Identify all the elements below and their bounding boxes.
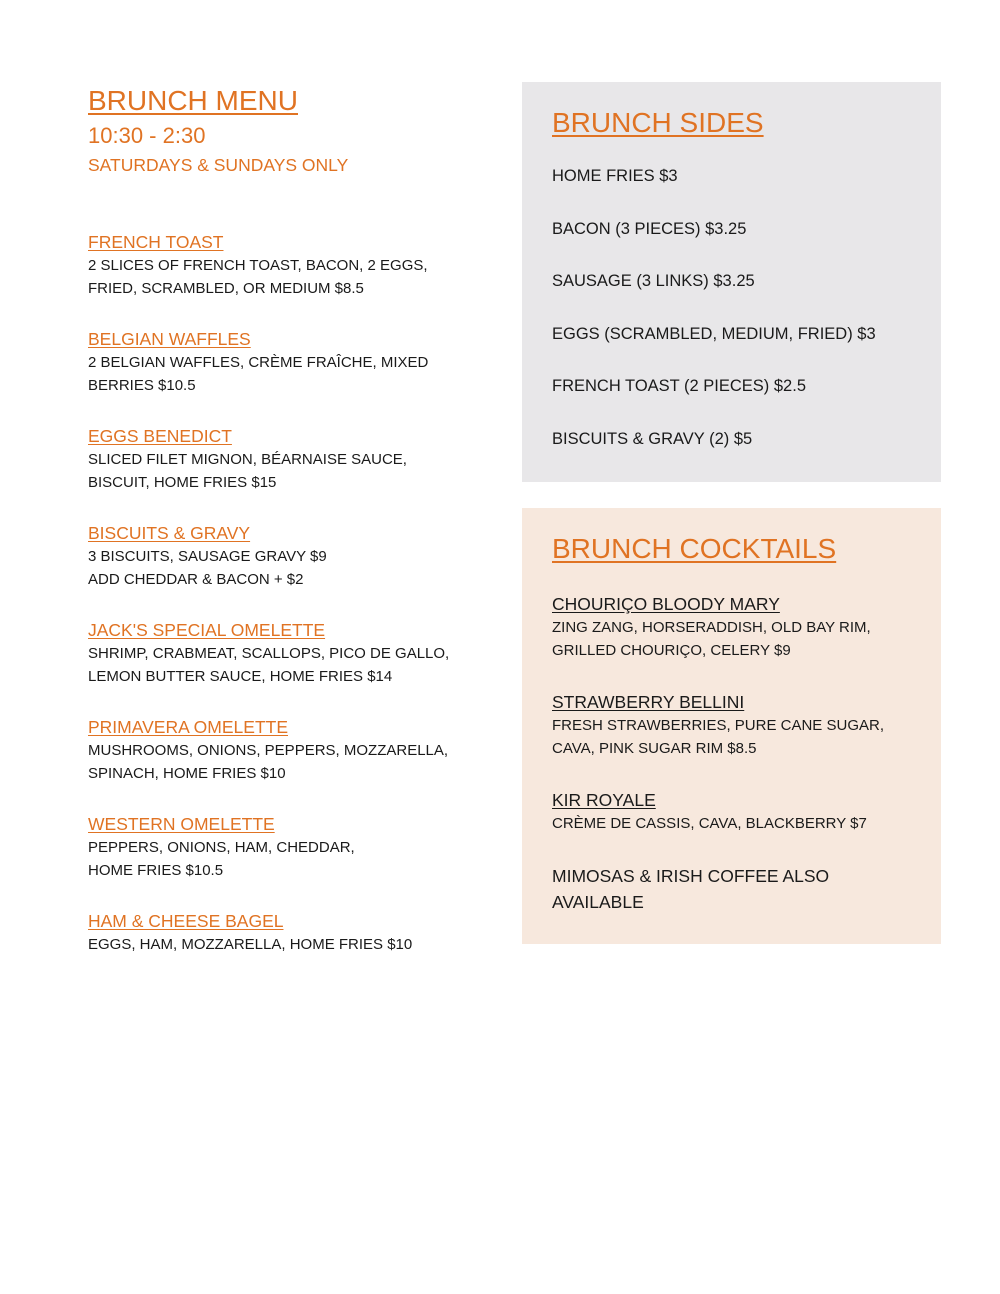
description-line: 2 SLICES OF FRENCH TOAST, BACON, 2 EGGS, [88,257,428,274]
description-line: GRILLED CHOURIÇO, CELERY $9 [552,642,791,659]
sides-list [552,164,941,451]
cocktail-item [552,690,941,760]
description-line: BERRIES $10.5 [88,377,196,394]
description-line: PEPPERS, ONIONS, HAM, CHEDDAR, [88,839,355,856]
menu-item [88,812,488,882]
menu-item [88,618,488,688]
description-line: CRÈME DE CASSIS, CAVA, BLACKBERRY $7 [552,815,867,832]
cocktail-description [552,616,941,662]
menu-title: BRUNCH MENU [88,85,298,116]
description-line: 2 BELGIAN WAFFLES, CRÈME FRAÎCHE, MIXED [88,354,429,371]
menu-item [88,715,488,785]
menu-item-description [88,739,488,785]
cocktails-list [552,592,941,915]
description-line: EGGS, HAM, MOZZARELLA, HOME FRIES $10 [88,936,413,953]
menu-item-name: WESTERN OMELETTE [88,814,275,834]
cocktail-item [552,788,941,835]
cocktail-name: STRAWBERRY BELLINI [552,692,745,712]
description-line: ADD CHEDDAR & BACON + $2 [88,571,304,588]
menu-item-description [88,254,488,300]
description-line: MUSHROOMS, ONIONS, PEPPERS, MOZZARELLA, [88,742,449,759]
menu-item-description [88,545,488,591]
brunch-sides-panel [522,82,941,482]
cocktail-item [552,592,941,662]
description-line: SPINACH, HOME FRIES $10 [88,765,286,782]
menu-item [88,909,488,956]
side-item: HOME FRIES $3 [552,167,678,185]
menu-item-description [88,351,488,397]
menu-items-list [88,230,488,956]
description-line: CAVA, PINK SUGAR RIM $8.5 [552,740,757,757]
description-line: 3 BISCUITS, SAUSAGE GRAVY $9 [88,548,327,565]
menu-hours: 10:30 - 2:30 [88,123,206,148]
menu-item [88,424,488,494]
menu-item-description [88,642,488,688]
menu-item-name: FRENCH TOAST [88,232,224,252]
cocktail-description [552,812,941,835]
description-line: FRESH STRAWBERRIES, PURE CANE SUGAR, [552,717,884,734]
description-line: SHRIMP, CRABMEAT, SCALLOPS, PICO DE GALLO, [88,645,450,662]
description-line: LEMON BUTTER SAUCE, HOME FRIES $14 [88,668,393,685]
description-line: BISCUIT, HOME FRIES $15 [88,474,277,491]
menu-item-description [88,448,488,494]
description-line: ZING ZANG, HORSERADDISH, OLD BAY RIM, [552,619,871,636]
menu-item-name: BISCUITS & GRAVY [88,523,251,543]
menu-item-name: PRIMAVERA OMELETTE [88,717,288,737]
menu-item-name: HAM & CHEESE BAGEL [88,911,284,931]
side-item: BACON (3 PIECES) $3.25 [552,219,747,238]
brunch-menu-column [88,84,488,983]
menu-item-description [88,933,488,956]
menu-item [88,327,488,397]
description-line: FRIED, SCRAMBLED, OR MEDIUM $8.5 [88,280,364,297]
menu-item-description [88,836,488,882]
side-item: SAUSAGE (3 LINKS) $3.25 [552,272,755,290]
description-line: SLICED FILET MIGNON, BÉARNAISE SAUCE, [88,451,407,468]
side-item: FRENCH TOAST (2 PIECES) $2.5 [552,377,806,395]
cocktail-name: KIR ROYALE [552,790,656,810]
description-line: HOME FRIES $10.5 [88,862,224,879]
menu-item [88,521,488,591]
cocktails-note: MIMOSAS & IRISH COFFEE ALSO AVAILABLE [552,866,830,912]
cocktail-description [552,714,941,760]
menu-item [88,230,488,300]
menu-item-name: BELGIAN WAFFLES [88,329,251,349]
sides-title: BRUNCH SIDES [552,107,764,138]
side-item: EGGS (SCRAMBLED, MEDIUM, FRIED) $3 [552,324,876,343]
cocktail-name: CHOURIÇO BLOODY MARY [552,594,780,614]
cocktails-title: BRUNCH COCKTAILS [552,533,837,564]
menu-item-name: JACK'S SPECIAL OMELETTE [88,620,326,640]
brunch-cocktails-panel [522,508,941,944]
side-item: BISCUITS & GRAVY (2) $5 [552,429,753,448]
menu-days: SATURDAYS & SUNDAYS ONLY [88,155,349,175]
menu-item-name: EGGS BENEDICT [88,426,232,446]
